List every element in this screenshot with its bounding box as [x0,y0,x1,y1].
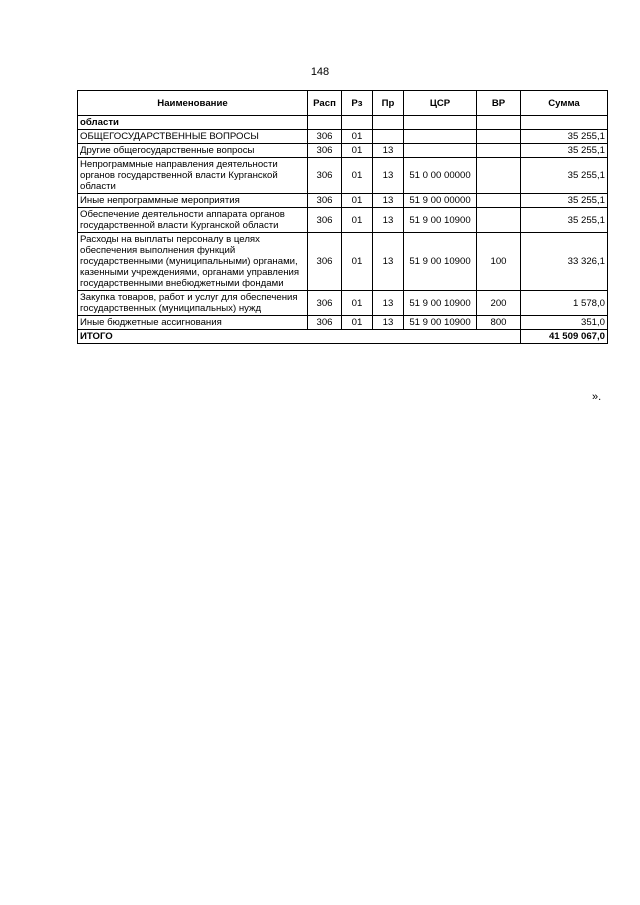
row-pr: 13 [373,291,404,316]
table-row [78,158,608,194]
table-row [78,130,608,144]
row-csr: 51 0 00 00000 [404,158,477,194]
row-csr: 51 9 00 00000 [404,194,477,208]
header-pr: Пр [373,91,404,116]
section-label: области [78,116,308,130]
row-rz: 01 [342,158,373,194]
row-vr [477,144,521,158]
row-vr [477,194,521,208]
row-vr [477,208,521,233]
row-name: ОБЩЕГОСУДАРСТВЕННЫЕ ВОПРОСЫ [78,130,308,144]
row-rasp: 306 [308,291,342,316]
closing-quote-mark: ». [592,391,602,403]
row-rasp: 306 [308,194,342,208]
table-row [78,291,608,316]
row-name: Обеспечение деятельности аппарата органов государственной власти Курганской области [78,208,308,233]
row-rasp: 306 [308,208,342,233]
table-row [78,316,608,330]
row-csr: 51 9 00 10900 [404,291,477,316]
budget-table [77,90,608,344]
row-pr: 13 [373,158,404,194]
row-csr: 51 9 00 10900 [404,208,477,233]
row-rasp: 306 [308,316,342,330]
row-name: Непрограммные направления деятельности органов государственной власти Курганской области [78,158,308,194]
row-pr: 13 [373,144,404,158]
row-pr: 13 [373,194,404,208]
header-name: Наименование [78,91,308,116]
row-rz: 01 [342,233,373,291]
table-row [78,233,608,291]
row-csr: 51 9 00 10900 [404,316,477,330]
row-sum: 351,0 [521,316,608,330]
row-csr [404,144,477,158]
header-vr: ВР [477,91,521,116]
row-name: Иные бюджетные ассигнования [78,316,308,330]
row-rasp: 306 [308,233,342,291]
row-name: Закупка товаров, работ и услуг для обеспечения государственных (муниципальных) нужд [78,291,308,316]
row-vr [477,158,521,194]
row-vr: 200 [477,291,521,316]
row-csr: 51 9 00 10900 [404,233,477,291]
row-sum: 35 255,1 [521,144,608,158]
row-sum: 35 255,1 [521,158,608,194]
row-rasp: 306 [308,144,342,158]
row-sum: 35 255,1 [521,130,608,144]
row-vr: 800 [477,316,521,330]
total-row [78,330,608,344]
row-pr [373,130,404,144]
total-label: ИТОГО [78,330,521,344]
row-name: Иные непрограммные мероприятия [78,194,308,208]
header-sum: Сумма [521,91,608,116]
row-rz: 01 [342,291,373,316]
row-sum: 35 255,1 [521,208,608,233]
row-name: Расходы на выплаты персоналу в целях обеспечения выполнения функций государственными (муниципальными) органами, казенными учреждениями, органами управления государственными внебюджетными фондами [78,233,308,291]
table-row [78,194,608,208]
row-rz: 01 [342,144,373,158]
row-vr: 100 [477,233,521,291]
row-pr: 13 [373,316,404,330]
row-csr [404,130,477,144]
header-rz: Рз [342,91,373,116]
header-rasp: Расп [308,91,342,116]
row-sum: 35 255,1 [521,194,608,208]
row-sum: 33 326,1 [521,233,608,291]
row-rz: 01 [342,130,373,144]
row-name: Другие общегосударственные вопросы [78,144,308,158]
row-rz: 01 [342,208,373,233]
page-number: 148 [310,66,330,78]
total-sum: 41 509 067,0 [521,330,608,344]
row-rasp: 306 [308,158,342,194]
row-pr: 13 [373,233,404,291]
section-row [78,116,608,130]
row-sum: 1 578,0 [521,291,608,316]
header-csr: ЦСР [404,91,477,116]
row-rz: 01 [342,316,373,330]
row-rasp: 306 [308,130,342,144]
row-rz: 01 [342,194,373,208]
table-row [78,144,608,158]
table-header-row [78,91,608,116]
row-vr [477,130,521,144]
row-pr: 13 [373,208,404,233]
table-row [78,208,608,233]
